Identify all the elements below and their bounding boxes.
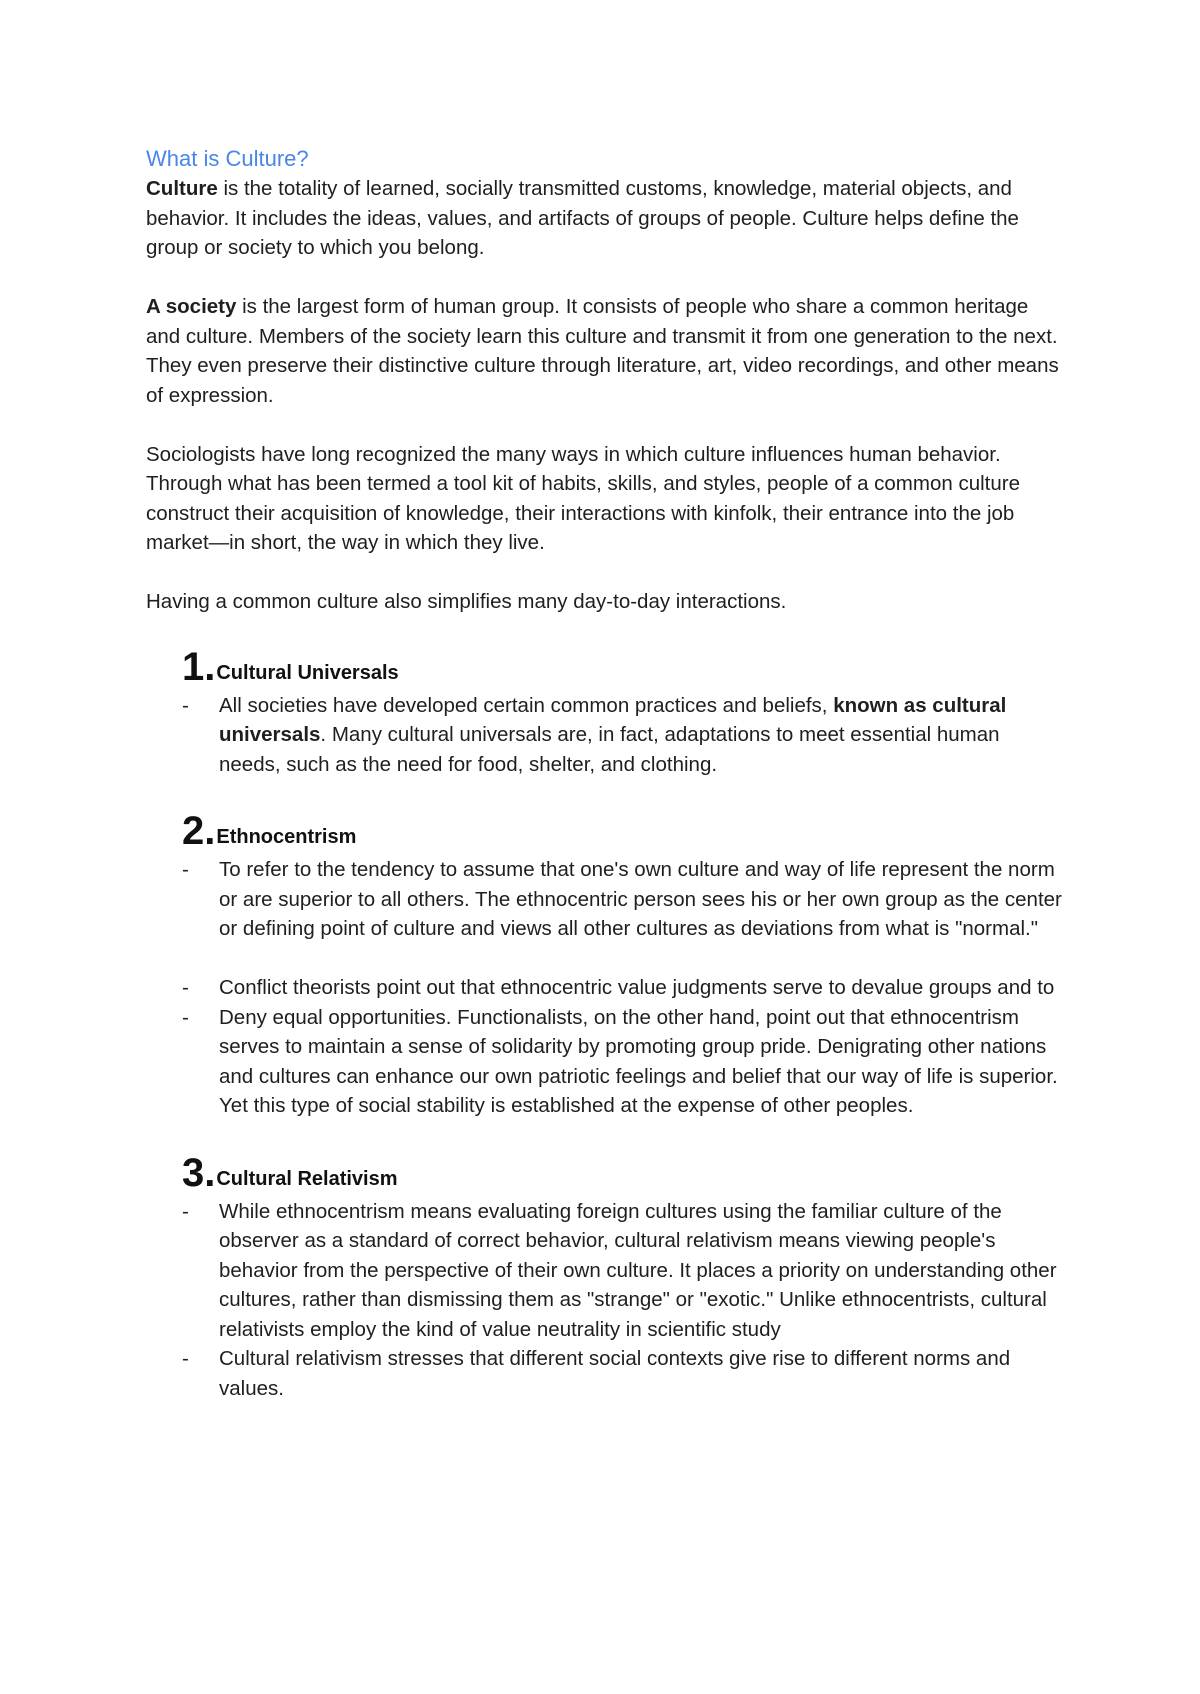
society-definition-text: is the largest form of human group. It consists of people who share a common heritage and culture. Members of the society learn this culture and transmit it from one generation to the next. They even preserve their distinctive culture through literature, art, video recordings, and other means of expression.	[146, 295, 1059, 407]
section-number: 2.	[182, 809, 216, 853]
dash-bullet: -	[182, 858, 189, 881]
spacer	[146, 617, 1066, 641]
text-run: All societies have developed certain common practices and beliefs,	[219, 693, 834, 717]
dash-bullet: -	[182, 1347, 189, 1370]
section-heading-cultural-relativism	[182, 1147, 1066, 1193]
society-term: A society	[146, 295, 237, 318]
section-title: Cultural Relativism	[216, 1167, 398, 1190]
culture-term: Culture	[146, 177, 218, 200]
list-item-text: While ethnocentrism means evaluating foreign cultures using the familiar culture of the observer as a standard of correct behavior, cultural relativism means viewing people's behavior from the perspective of their own culture. It places a priority on understanding other cultures, rather than dismissing them as "strange" or "exotic." Unlike ethnocentrists, cultural relativists employ the kind of value neutrality in scientific study	[219, 1199, 1057, 1341]
document-title: What is Culture?	[146, 146, 309, 171]
sociologists-paragraph: Sociologists have long recognized the many ways in which culture influences human behavior. Through what has been termed a tool kit of habits, skills, and styles, people of a common culture construct their acquisition of knowledge, their interactions with kinfolk, their entrance into the job market—in short, the way in which they live.	[146, 442, 1020, 554]
spacer	[146, 410, 1066, 440]
bold-term: known as cultural universals	[219, 693, 1007, 746]
list-item	[182, 1003, 1066, 1121]
spacer	[146, 558, 1066, 588]
society-definition-paragraph	[146, 292, 1066, 410]
list-item-text: Cultural relativism stresses that different social contexts give rise to different norms and values.	[219, 1347, 1011, 1400]
list-item	[182, 1197, 1066, 1345]
list-item-text: Conflict theorists point out that ethnocentric value judgments serve to devalue groups and to	[219, 976, 1055, 999]
culture-definition-paragraph	[146, 174, 1066, 263]
dash-bullet: -	[182, 693, 189, 717]
section-heading-cultural-universals	[182, 641, 1066, 687]
dash-bullet: -	[182, 1005, 189, 1029]
section-title: Ethnocentrism	[216, 826, 357, 848]
section-title: Cultural Universals	[216, 661, 399, 684]
common-culture-paragraph: Having a common culture also simplifies many day-to-day interactions.	[146, 590, 787, 613]
section-heading-ethnocentrism	[182, 805, 1066, 851]
spacer	[146, 779, 1066, 805]
document-body	[146, 144, 1066, 1403]
list-item	[182, 855, 1066, 944]
list-item	[182, 973, 1066, 1003]
list-item-text	[219, 691, 1066, 780]
dash-bullet: -	[182, 976, 189, 999]
list-item-text: To refer to the tendency to assume that one's own culture and way of life represent the norm or are superior to all others. The ethnocentric person sees his or her own group as the center or defining point of culture and views all other cultures as deviations from what is "normal."	[219, 858, 1062, 940]
list-item-text: Deny equal opportunities. Functionalists, on the other hand, point out that ethnocentrism serves to maintain a sense of solidarity by promoting group pride. Denigrating other nations and cultures can enhance our own patriotic feelings and belief that our way of life is superior. Yet this type of social stability is established at the expense of other peoples.	[219, 1005, 1058, 1117]
spacer	[146, 263, 1066, 293]
spacer	[146, 944, 1066, 974]
section-number: 1.	[182, 644, 216, 689]
culture-definition-text: is the totality of learned, socially transmitted customs, knowledge, material objects, and behavior. It includes the ideas, values, and artifacts of groups of people. Culture helps define the group or society to which you belong.	[146, 177, 1019, 259]
text-run: . Many cultural universals are, in fact, adaptations to meet essential human needs, such as the need for food, shelter, and clothing.	[219, 723, 1000, 776]
section-number: 3.	[182, 1150, 216, 1195]
spacer	[146, 1121, 1066, 1147]
list-item	[182, 691, 1066, 780]
list-item	[182, 1344, 1066, 1403]
dash-bullet: -	[182, 1199, 189, 1223]
